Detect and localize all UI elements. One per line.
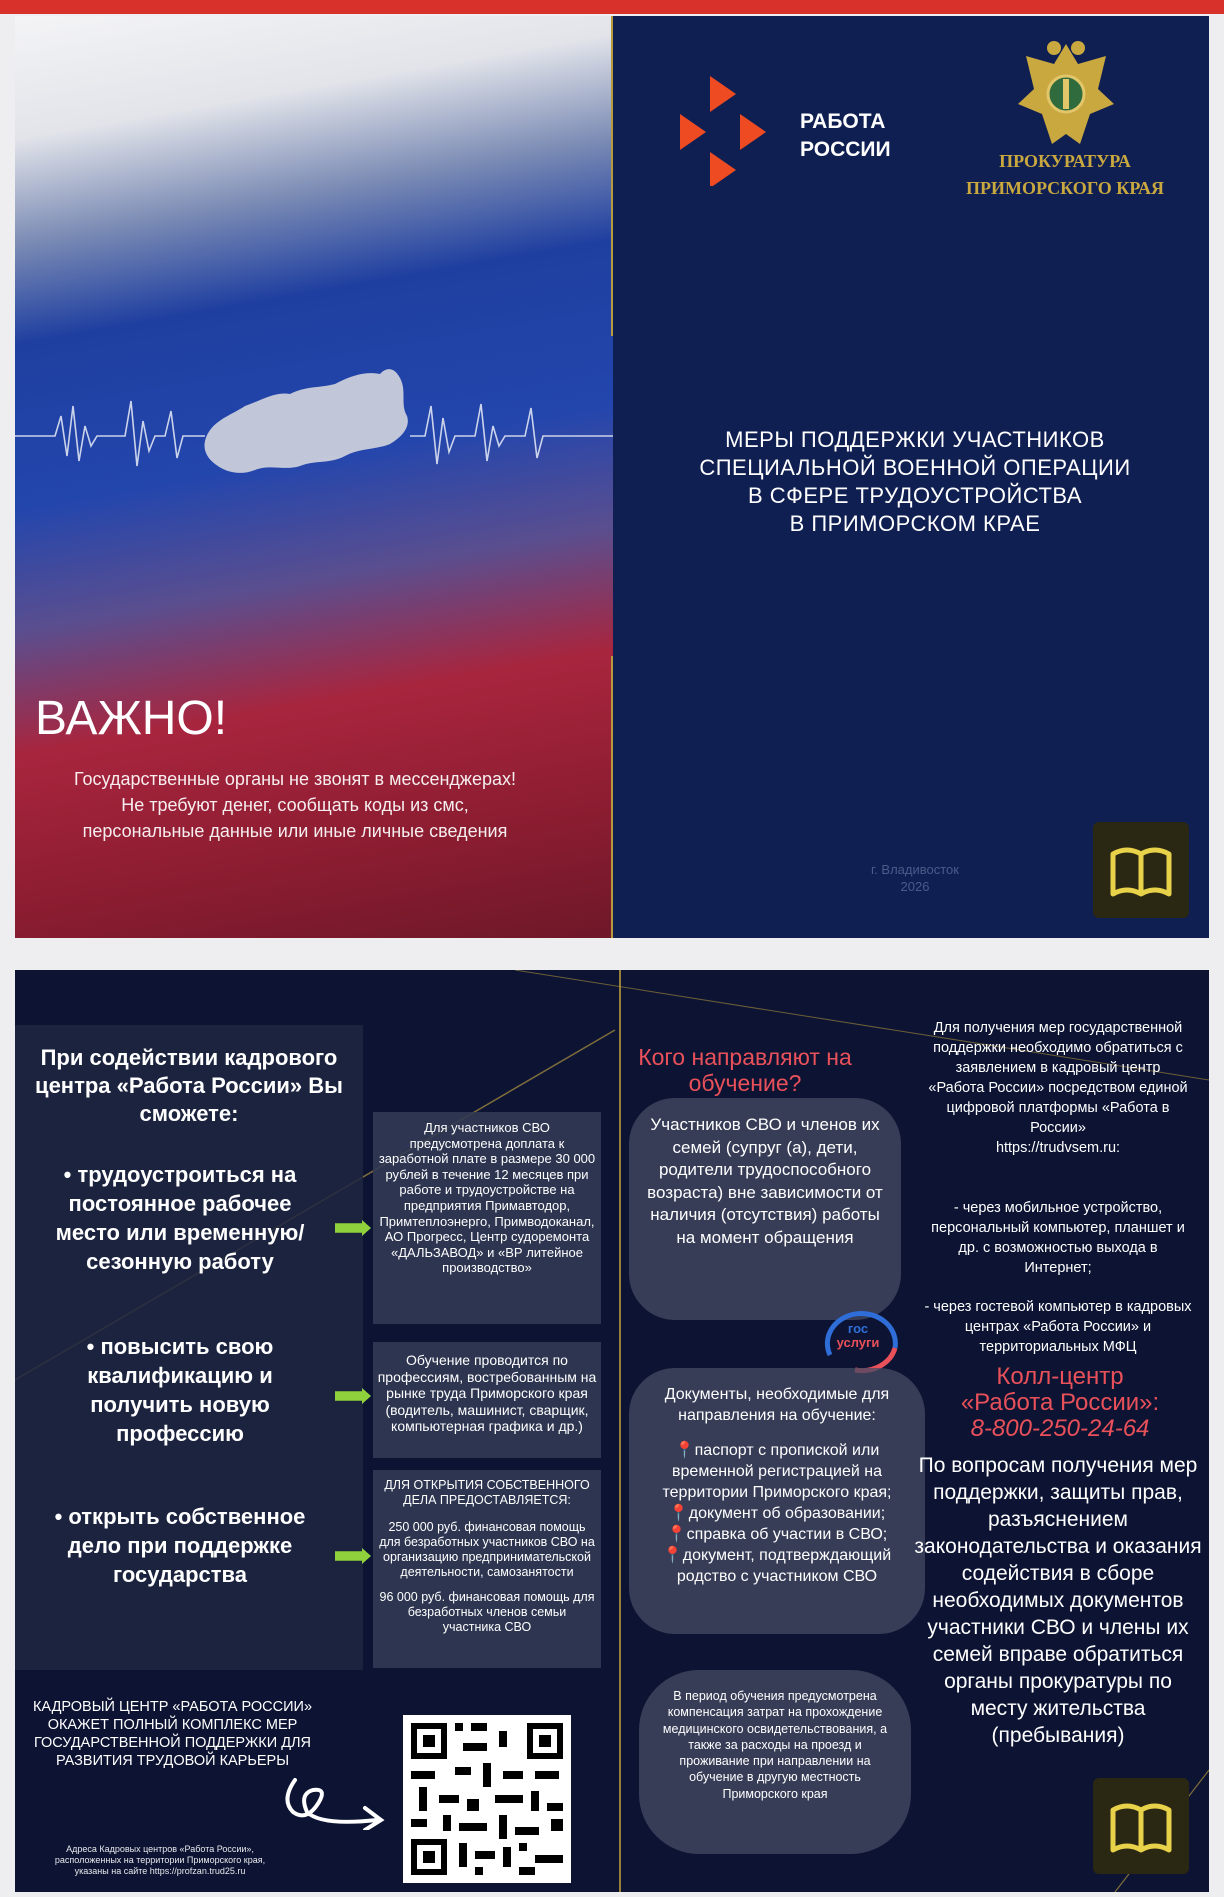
right-option-mobile: - через мобильное устройство, персональный компьютер, планшет и др. с возможностью выхода в Интернет;: [931, 1200, 1185, 1276]
top-red-bar: [0, 0, 1224, 14]
box3-item: 250 000 руб. финансовая помощь для безработных участников СВО на организацию предпринимательской деятельности, самозанятости: [379, 1520, 595, 1579]
book-icon: [1093, 822, 1189, 918]
logo-line: РАБОТА: [800, 110, 886, 133]
address-note: Адреса Кадровых центров «Работа России», расположенных на территории Приморского края, указаны на сайте https://profzan.trud25.ru: [54, 1844, 266, 1876]
city-year: [815, 861, 1015, 895]
book-icon-tile: [1093, 1778, 1189, 1874]
pin-icon: 📍: [674, 1442, 695, 1459]
book-icon: [1093, 1778, 1189, 1874]
important-notice: [20, 766, 570, 844]
coat-of-arms-icon: [1010, 34, 1122, 154]
cover-title-line: МЕРЫ ПОДДЕРЖКИ УЧАСТНИКОВ: [725, 427, 1105, 452]
call-center: [920, 1364, 1200, 1442]
prosecutor-title: [955, 148, 1175, 202]
box-salary-bonus: Для участников СВО предусмотрена доплата к заработной плате в размере 30 000 рублей в течение 12 месяцев при работе и трудоустройстве на предприятия Примавтодор, Примтеплоэнерго, Примводоканал, АО Прогресс, Центр судоремонта «ДАЛЬЗАВОД» и «ВР литейное производство»: [373, 1112, 601, 1324]
gold-divider: [611, 16, 613, 336]
book-icon-tile: [1093, 822, 1189, 918]
docs-list: [635, 1440, 919, 1587]
bullet-employment: • трудоустроиться на постоянное рабочее место или временную/ сезонную работу: [55, 1162, 305, 1274]
doc-item-text: паспорт с пропиской или временной регистрацией на территории Приморского края;: [662, 1442, 892, 1501]
bullet-business: • открыть собственное дело при поддержке государства: [54, 1504, 306, 1587]
prosecutor-line: ПРОКУРАТУРА: [999, 151, 1131, 171]
doc-item-text: документ об образовании;: [688, 1505, 886, 1522]
important-title: ВАЖНО!: [35, 692, 228, 745]
important-line: персональные данные или иные личные сведения: [82, 821, 508, 841]
important-line: Не требуют денег, сообщать коды из смс,: [121, 795, 469, 815]
prosecutor-line: ПРИМОРСКОГО КРАЯ: [965, 178, 1165, 198]
who-bubble: Участников СВО и членов их семей (супруг (а), дети, родители трудоспособного возраста) вне зависимости от наличия (отсутствия) работы на момент обращения: [629, 1098, 901, 1320]
left-heading: При содействии кадрового центра «Работа России» Вы сможете:: [35, 1045, 343, 1126]
rabota-rossii-logo-text: [800, 108, 891, 164]
cover-title: [635, 426, 1195, 538]
gold-divider: [611, 656, 613, 938]
doc-item: [635, 1440, 919, 1503]
russia-map-icon: [204, 369, 407, 473]
docs-title: Документы, необходимые для направления на обучение:: [664, 1386, 890, 1424]
cover-title-line: СПЕЦИАЛЬНОЙ ВОЕННОЙ ОПЕРАЦИИ: [699, 455, 1131, 480]
qr-code-pattern: [403, 1715, 571, 1883]
cover-title-line: В ПРИМОРСКОМ КРАЕ: [789, 511, 1041, 536]
compensation-bubble: В период обучения предусмотрена компенсация затрат на прохождение медицинского освидетельствования, а также за расходы на проезд и проживание при направлении на обучение в другую местность Приморского края: [639, 1670, 911, 1854]
pin-icon: 📍: [662, 1547, 683, 1564]
doc-item: [635, 1545, 919, 1587]
call-phone[interactable]: 8-800-250-24-64: [970, 1415, 1150, 1442]
bullet-qualification: • повысить свою квалификацию и получить новую профессию: [86, 1334, 274, 1446]
gos-line: услуги: [836, 1335, 880, 1350]
doc-item: [635, 1503, 919, 1524]
important-line: Государственные органы не звонят в мессенджерах!: [74, 769, 516, 789]
who-heading: Кого направляют на обучение?: [638, 1044, 852, 1096]
pin-icon: 📍: [668, 1505, 689, 1522]
year: 2026: [900, 879, 930, 894]
box-training: Обучение проводится по профессиям, востребованным на рынке труда Приморского края (водитель, машинист, сварщик, компьютерная графика и др.): [373, 1342, 601, 1458]
right-bottom-text: По вопросам получения мер поддержки, защиты прав, разъяснением законодательства и оказания содействия в сборе необходимых документов участники СВО и члены их семей вправе обратиться органы прокуратуры по месту жительства (пребывания): [914, 1454, 1202, 1747]
heartbeat-line-right: [410, 404, 613, 464]
cover-title-line: В СФЕРЕ ТРУДОУСТРОЙСТВА: [747, 483, 1083, 508]
call-line: «Работа России»:: [960, 1389, 1160, 1416]
gos-line: гос: [847, 1321, 869, 1336]
gosuslugi-badge: [815, 1310, 905, 1374]
city: г. Владивосток: [871, 862, 959, 877]
pin-icon: 📍: [666, 1526, 687, 1543]
logo-line: РОССИИ: [800, 138, 891, 161]
call-line: Колл-центр: [996, 1363, 1124, 1390]
doc-item: [635, 1524, 919, 1545]
brochure-cover: [15, 16, 1209, 938]
trudvsem-link[interactable]: https://trudvsem.ru:: [995, 1140, 1121, 1156]
docs-bubble: [629, 1368, 925, 1634]
career-text: КАДРОВЫЙ ЦЕНТР «РАБОТА РОССИИ» ОКАЖЕТ ПОЛНЫЙ КОМПЛЕКС МЕР ГОСУДАРСТВЕННОЙ ПОДДЕРЖКИ ДЛЯ РАЗВИТИЯ ТРУДОВОЙ КАРЬЕРЫ: [32, 1699, 313, 1769]
right-option-guest: - через гостевой компьютер в кадровых центрах «Работа России» и территориальных МФЦ: [924, 1299, 1192, 1355]
qr-code: [403, 1715, 571, 1883]
heartbeat-line: [15, 401, 205, 466]
doc-item-text: справка об участии в СВО;: [686, 1526, 888, 1543]
gosuslugi-text: [823, 1322, 893, 1350]
right-intro: [927, 1018, 1189, 1158]
box3-title: ДЛЯ ОТКРЫТИЯ СОБСТВЕННОГО ДЕЛА ПРЕДОСТАВЛЯЕТСЯ:: [384, 1478, 590, 1507]
doc-item-text: документ, подтверждающий родство с участником СВО: [676, 1547, 892, 1585]
right-intro-text: Для получения мер государственной поддержки необходимо обратиться с заявлением в кадровый центр «Работа России» посредством единой цифровой платформы «Работа в России»: [928, 1020, 1188, 1136]
logo-arrows-icon: [680, 76, 772, 186]
box-own-business: [373, 1470, 601, 1668]
brochure-inner: [15, 970, 1209, 1892]
heartbeat-map: [15, 346, 613, 526]
box3-item: 96 000 руб. финансовая помощь для безработных членов семьи участника СВО: [379, 1590, 595, 1634]
curved-arrow-icon: [277, 1760, 395, 1830]
